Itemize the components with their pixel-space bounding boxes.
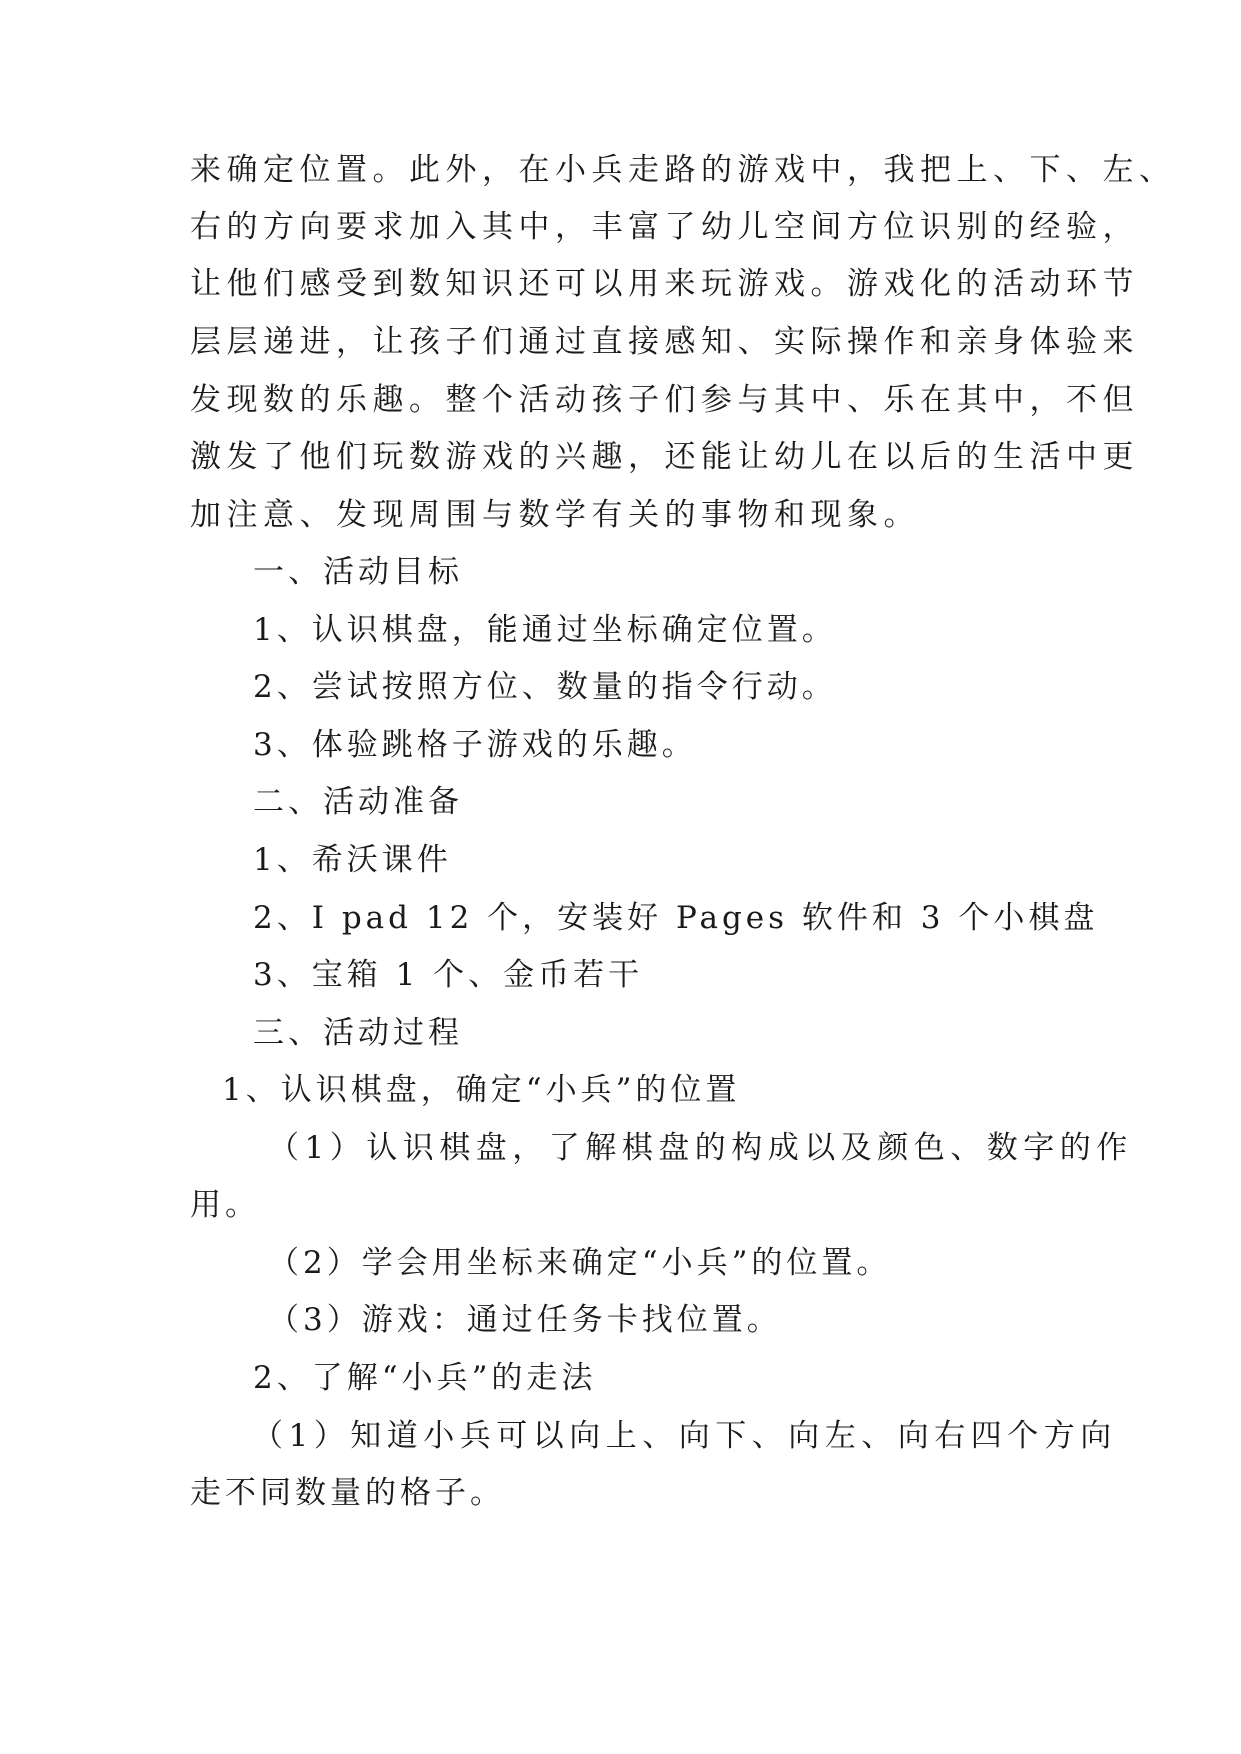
list-item: （1）认识棋盘，了解棋盘的构成以及颜色、数字的作 [268, 1130, 1133, 1166]
list-item: （2）学会用坐标来确定“小兵”的位置。 [268, 1245, 892, 1281]
list-item: （1）知道小兵可以向上、向下、向左、向右四个方向 [252, 1418, 1117, 1454]
subsection-heading: 1、认识棋盘，确定“小兵”的位置 [222, 1072, 741, 1108]
list-item: 3、体验跳格子游戏的乐趣。 [253, 727, 697, 763]
body-line: 走不同数量的格子。 [190, 1475, 505, 1511]
list-item: 2、尝试按照方位、数量的指令行动。 [253, 669, 837, 705]
section-heading: 二、活动准备 [253, 784, 463, 820]
list-item: 1、希沃课件 [253, 842, 452, 878]
body-line: 让他们感受到数知识还可以用来玩游戏。游戏化的活动环节 [190, 266, 1139, 302]
list-item: （3）游戏：通过任务卡找位置。 [268, 1302, 782, 1338]
body-line: 激发了他们玩数游戏的兴趣，还能让幼儿在以后的生活中更 [190, 439, 1139, 475]
list-item: 1、认识棋盘，能通过坐标确定位置。 [253, 612, 837, 648]
subsection-heading: 2、了解“小兵”的走法 [253, 1360, 597, 1396]
section-heading: 一、活动目标 [253, 554, 463, 590]
body-line: 来确定位置。此外，在小兵走路的游戏中，我把上、下、左、 [190, 152, 1176, 188]
body-line: 右的方向要求加入其中，丰富了幼儿空间方位识别的经验， [190, 209, 1139, 245]
body-line: 层层递进，让孩子们通过直接感知、实际操作和亲身体验来 [190, 324, 1139, 360]
section-heading: 三、活动过程 [253, 1015, 463, 1051]
body-line: 用。 [190, 1187, 260, 1223]
list-item: 2、I pad 12 个，安装好 Pages 软件和 3 个小棋盘 [253, 900, 1099, 936]
body-line: 发现数的乐趣。整个活动孩子们参与其中、乐在其中，不但 [190, 382, 1139, 418]
list-item: 3、宝箱 1 个、金币若干 [253, 957, 644, 993]
body-line: 加注意、发现周围与数学有关的事物和现象。 [190, 497, 920, 533]
